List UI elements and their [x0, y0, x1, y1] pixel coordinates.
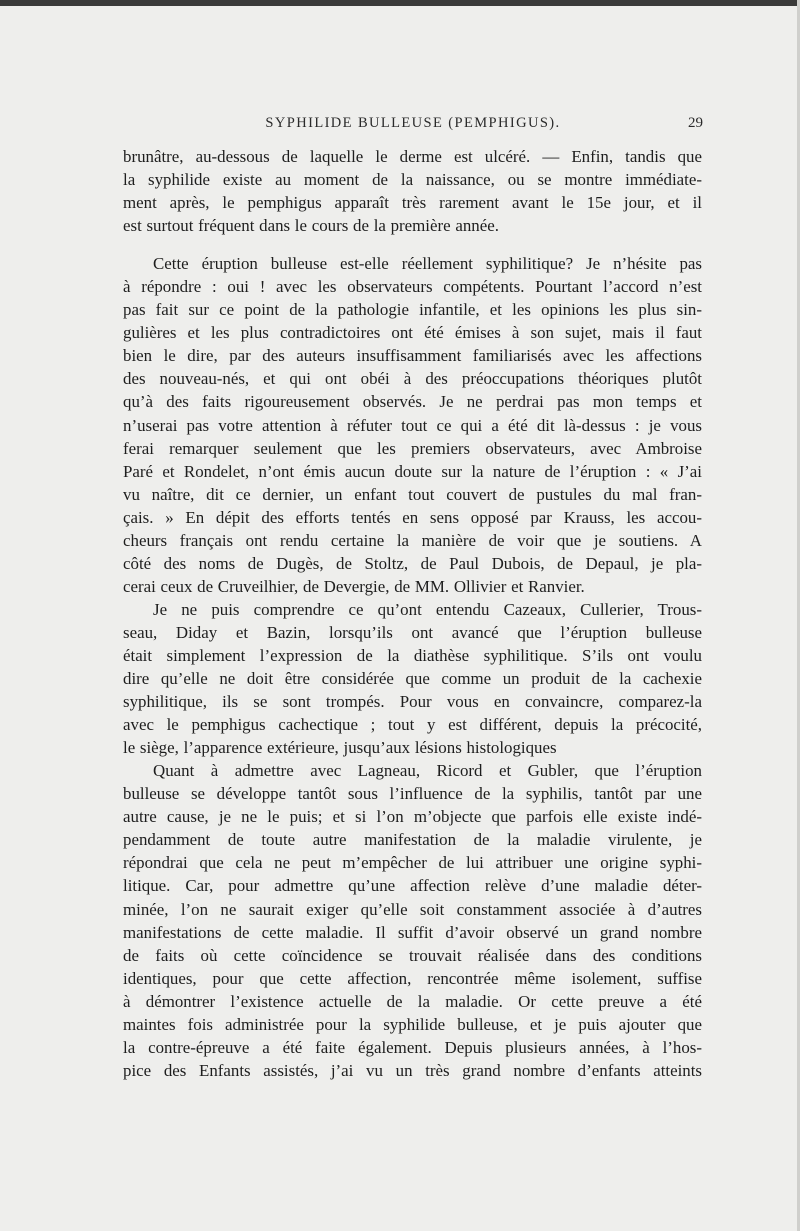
- paragraph: [123, 598, 702, 759]
- text-line: Quant à admettre avec Lagneau, Ricord et Gubler, que l’éruption: [153, 761, 702, 781]
- paragraph: [123, 145, 702, 237]
- text-line: ment après, le pemphigus apparaît très rarement avant le 15e jour, et il: [123, 193, 702, 213]
- text-line: à démontrer l’existence actuelle de la maladie. Or cette preuve a été: [123, 991, 702, 1011]
- text-line: à répondre : oui ! avec les observateurs compétents. Pourtant l’accord n’est: [123, 277, 702, 297]
- text-line: Cette éruption bulleuse est-elle réellement syphilitique? Je n’hésite pas: [153, 254, 702, 274]
- text-line: maintes fois administrée pour la syphilide bulleuse, et je puis ajouter que: [123, 1014, 702, 1034]
- text-line: Je ne puis comprendre ce qu’ont entendu Cazeaux, Cullerier, Trous-: [153, 599, 702, 619]
- text-line: le siège, l’apparence extérieure, jusqu’aux lésions histologiques: [123, 738, 557, 758]
- text-line: est surtout fréquent dans le cours de la première année.: [123, 216, 499, 236]
- text-line: la contre-épreuve a été faite également. Depuis plusieurs années, à l’hos-: [123, 1037, 702, 1057]
- text-line: ferai remarquer seulement que les premiers observateurs, avec Ambroise: [123, 438, 702, 458]
- text-line: minée, l’on ne saurait exiger qu’elle soit constamment associée à d’autres: [123, 899, 702, 919]
- text-line: pas fait sur ce point de la pathologie infantile, et les opinions les plus sin-: [123, 300, 702, 320]
- text-line: gulières et les plus contradictoires ont été émises à son sujet, mais il faut: [123, 323, 702, 343]
- text-line: litique. Car, pour admettre qu’une affection relève d’une maladie déter-: [123, 876, 702, 896]
- text-line: bulleuse se développe tantôt sous l’influence de la syphilis, tantôt par une: [123, 784, 702, 804]
- text-line: côté des noms de Dugès, de Stoltz, de Paul Dubois, de Depaul, je pla-: [123, 553, 702, 573]
- text-line: n’userai pas votre attention à réfuter tout ce qui a été dit là-dessus : je vous: [123, 415, 702, 435]
- text-line: autre cause, je ne le puis; et si l’on m’objecte que parfois elle existe indé-: [123, 807, 702, 827]
- text-line: identiques, pour que cette affection, rencontrée même isolement, suffise: [123, 968, 702, 988]
- text-line: répondrai que cela ne peut m’empêcher de lui attribuer une origine syphi-: [123, 853, 702, 873]
- text-line: brunâtre, au-dessous de laquelle le derme est ulcéré. — Enfin, tandis que: [123, 147, 702, 166]
- paragraph-gap: [123, 237, 702, 252]
- paragraph: [123, 759, 702, 1082]
- text-line: cheurs français ont rendu certaine la manière de voir que je soutiens. A: [123, 530, 702, 550]
- scan-top-edge: [0, 0, 800, 6]
- text-line: qu’à des faits rigoureusement observés. Je ne perdrai pas mon temps et: [123, 392, 702, 412]
- text-line: cerai ceux de Cruveilhier, de Devergie, de MM. Ollivier et Ranvier.: [123, 576, 585, 596]
- text-line: vu naître, dit ce dernier, un enfant tout couvert de pustules du mal fran-: [123, 484, 702, 504]
- text-line: de faits où cette coïncidence se trouvait réalisée dans des conditions: [123, 945, 702, 965]
- text-line: syphilitique, ils se sont trompés. Pour vous en convaincre, comparez-la: [123, 692, 702, 712]
- text-line: pice des Enfants assistés, j’ai vu un très grand nombre d’enfants atteints: [123, 1060, 702, 1080]
- running-title: SYPHILIDE BULLEUSE (PEMPHIGUS).: [265, 115, 561, 131]
- text-line: Paré et Rondelet, n’ont émis aucun doute sur la nature de l’éruption : « J’ai: [123, 461, 702, 481]
- page-header: [123, 115, 703, 137]
- body-text: [123, 145, 702, 1082]
- text-line: seau, Diday et Bazin, lorsqu’ils ont avancé que l’éruption bulleuse: [123, 622, 702, 642]
- text-line: manifestations de cette maladie. Il suffit d’avoir observé un grand nombre: [123, 922, 702, 942]
- text-line: pendamment de toute autre manifestation de la maladie virulente, je: [123, 830, 702, 850]
- page-number: 29: [688, 115, 703, 131]
- text-line: était simplement l’expression de la diathèse syphilitique. S’ils ont voulu: [123, 645, 702, 665]
- paragraph: [123, 252, 702, 598]
- text-line: çais. » En dépit des efforts tentés en sens opposé par Krauss, les accou-: [123, 507, 702, 527]
- text-line: dire qu’elle ne doit être considérée que comme un produit de la cachexie: [123, 669, 702, 689]
- text-line: bien le dire, par des auteurs insuffisamment familiarisés avec les affections: [123, 346, 702, 366]
- text-line: des nouveau-nés, et qui ont obéi à des préoccupations théoriques plutôt: [123, 369, 702, 389]
- text-line: avec le pemphigus cachectique ; tout y est différent, depuis la précocité,: [123, 715, 702, 735]
- text-line: la syphilide existe au moment de la naissance, ou se montre immédiate-: [123, 170, 702, 190]
